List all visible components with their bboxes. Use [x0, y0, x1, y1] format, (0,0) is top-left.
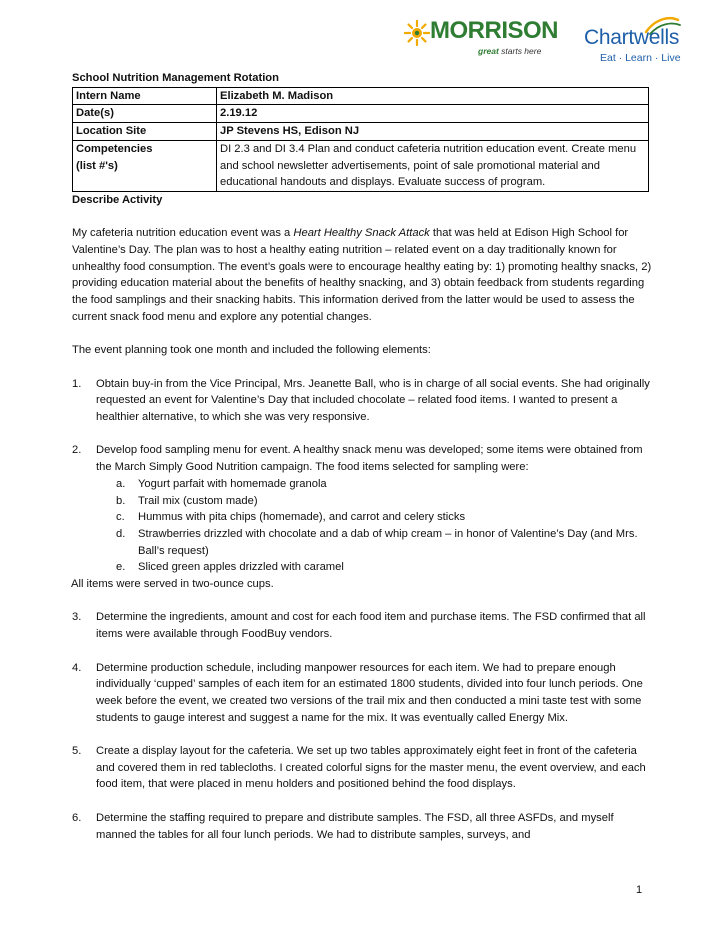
list-item: c. Hummus with pita chips (homemade), and carrot and celery sticks: [116, 511, 466, 524]
planning-intro: The event planning took one month and included the following elements:: [72, 344, 431, 357]
morrison-logo: [400, 17, 558, 66]
intro-paragraph: My cafeteria nutrition education event was a Heart Healthy Snack Attack that was held at Edison High School for Valentine’s Day. The plan was to host a healthy eating nutrition – related event on a day traditionally known for unhealthy food consumption. The event’s goals were to encourage healthy eating by: 1) promoting healthy snacks, 2) providing education material about the benefits of healthy snacking, and 3) obtain feedback from students regarding the food samplings and their snacking habits. This information derived from the latter would be used to assess the current snack food menu and explore any potential changes.: [72, 227, 652, 323]
planning-steps-continued: [72, 609, 652, 843]
served-note: All items were served in two-ounce cups.: [71, 578, 274, 591]
location-value: JP Stevens HS, Edison NJ: [217, 123, 649, 141]
table-row: [73, 123, 649, 141]
morrison-tagline: great starts here: [478, 46, 542, 56]
document-body: [72, 70, 652, 843]
sheet-title: School Nutrition Management Rotation: [72, 72, 279, 84]
sampling-items: [72, 476, 652, 576]
list-item: 3. Determine the ingredients, amount and cost for each food item and purchase items. The FSD confirmed that all items were available through FoodBuy vendors.: [72, 611, 646, 641]
table-row: [73, 87, 649, 105]
list-item: 1. Obtain buy-in from the Vice Principal, Mrs. Jeanette Ball, who is in charge of all social events. She had originally requested an event for Valentine’s Day that included chocolate – related food items. I wanted to present a healthier alternative, to which she was very responsive.: [72, 377, 650, 424]
chartwells-wordmark: Chartwells: [584, 26, 680, 49]
sunflower-icon: [404, 20, 430, 46]
chartwells-tagline: Eat · Learn · Live: [600, 52, 681, 64]
describe-activity-label: Describe Activity: [72, 193, 163, 206]
chartwells-logo: [584, 18, 694, 66]
intern-name-label: Intern Name: [73, 87, 217, 105]
list-item: e. Sliced green apples drizzled with caramel: [116, 561, 344, 574]
list-item: 5. Create a display layout for the cafeteria. We set up two tables approximately eight feet in front of the cafeteria and covered them in red tablecloths. I created colorful signs for the master menu, the event overview, and each food item, that were placed in menu holders and positioned behind the food displays.: [72, 745, 646, 791]
list-item: 4. Determine production schedule, including manpower resources for each item. We had to prepare enough individually ‘cupped’ samples of each item for an estimated 1800 students, divided into four lunch periods. One week before the event, we created two versions of the trail mix and then conducted a mini taste test with some students to gauge interest and suggest a name for the mix. It was eventually called Energy Mix.: [72, 661, 643, 724]
date-label: Date(s): [73, 105, 217, 123]
competencies-label: Competencies (list #'s): [73, 140, 217, 191]
morrison-wordmark: MORRISON: [430, 17, 558, 44]
intern-name-value: Elizabeth M. Madison: [217, 87, 649, 105]
list-item: d. Strawberries drizzled with chocolate and a dab of whip cream – in honor of Valentine’s Day (and Mrs. Ball’s request): [116, 527, 638, 557]
date-value: 2.19.12: [217, 105, 649, 123]
list-item: b. Trail mix (custom made): [116, 494, 258, 507]
list-item: a. Yogurt parfait with homemade granola: [116, 477, 327, 490]
list-item: 2. Develop food sampling menu for event. A healthy snack menu was developed; some items were obtained from the March Simply Good Nutrition campaign. The food items selected for sampling were: a. Yogurt parfait with homemade granola b. Trail mix (custom made) c. Hummus with pita chips (homemade), and carrot and celery sticks d. Strawberries drizzled with chocolate and a dab of whip cream – in honor of Valentine’s Day (and Mrs. Ball’s request) e. Sliced green apples drizzled with caramel: [72, 442, 652, 576]
page-number: 1: [636, 884, 643, 896]
planning-steps: [72, 376, 652, 576]
intern-info-table: [72, 87, 649, 192]
competencies-value: DI 2.3 and DI 3.4 Plan and conduct cafeteria nutrition education event. Create menu and school newsletter advertisements, point of sale promotional material and educational handouts and displays. Evaluate success of program.: [217, 140, 649, 191]
table-row: [73, 105, 649, 123]
event-name: Heart Healthy Snack Attack: [293, 227, 430, 240]
list-item: 6. Determine the staffing required to prepare and distribute samples. The FSD, all three ASFDs, and myself manned the tables for all four lunch periods. We had to distribute samples, surveys, and: [72, 811, 614, 841]
table-row: [73, 140, 649, 191]
location-label: Location Site: [73, 123, 217, 141]
header-logos: [400, 18, 700, 68]
